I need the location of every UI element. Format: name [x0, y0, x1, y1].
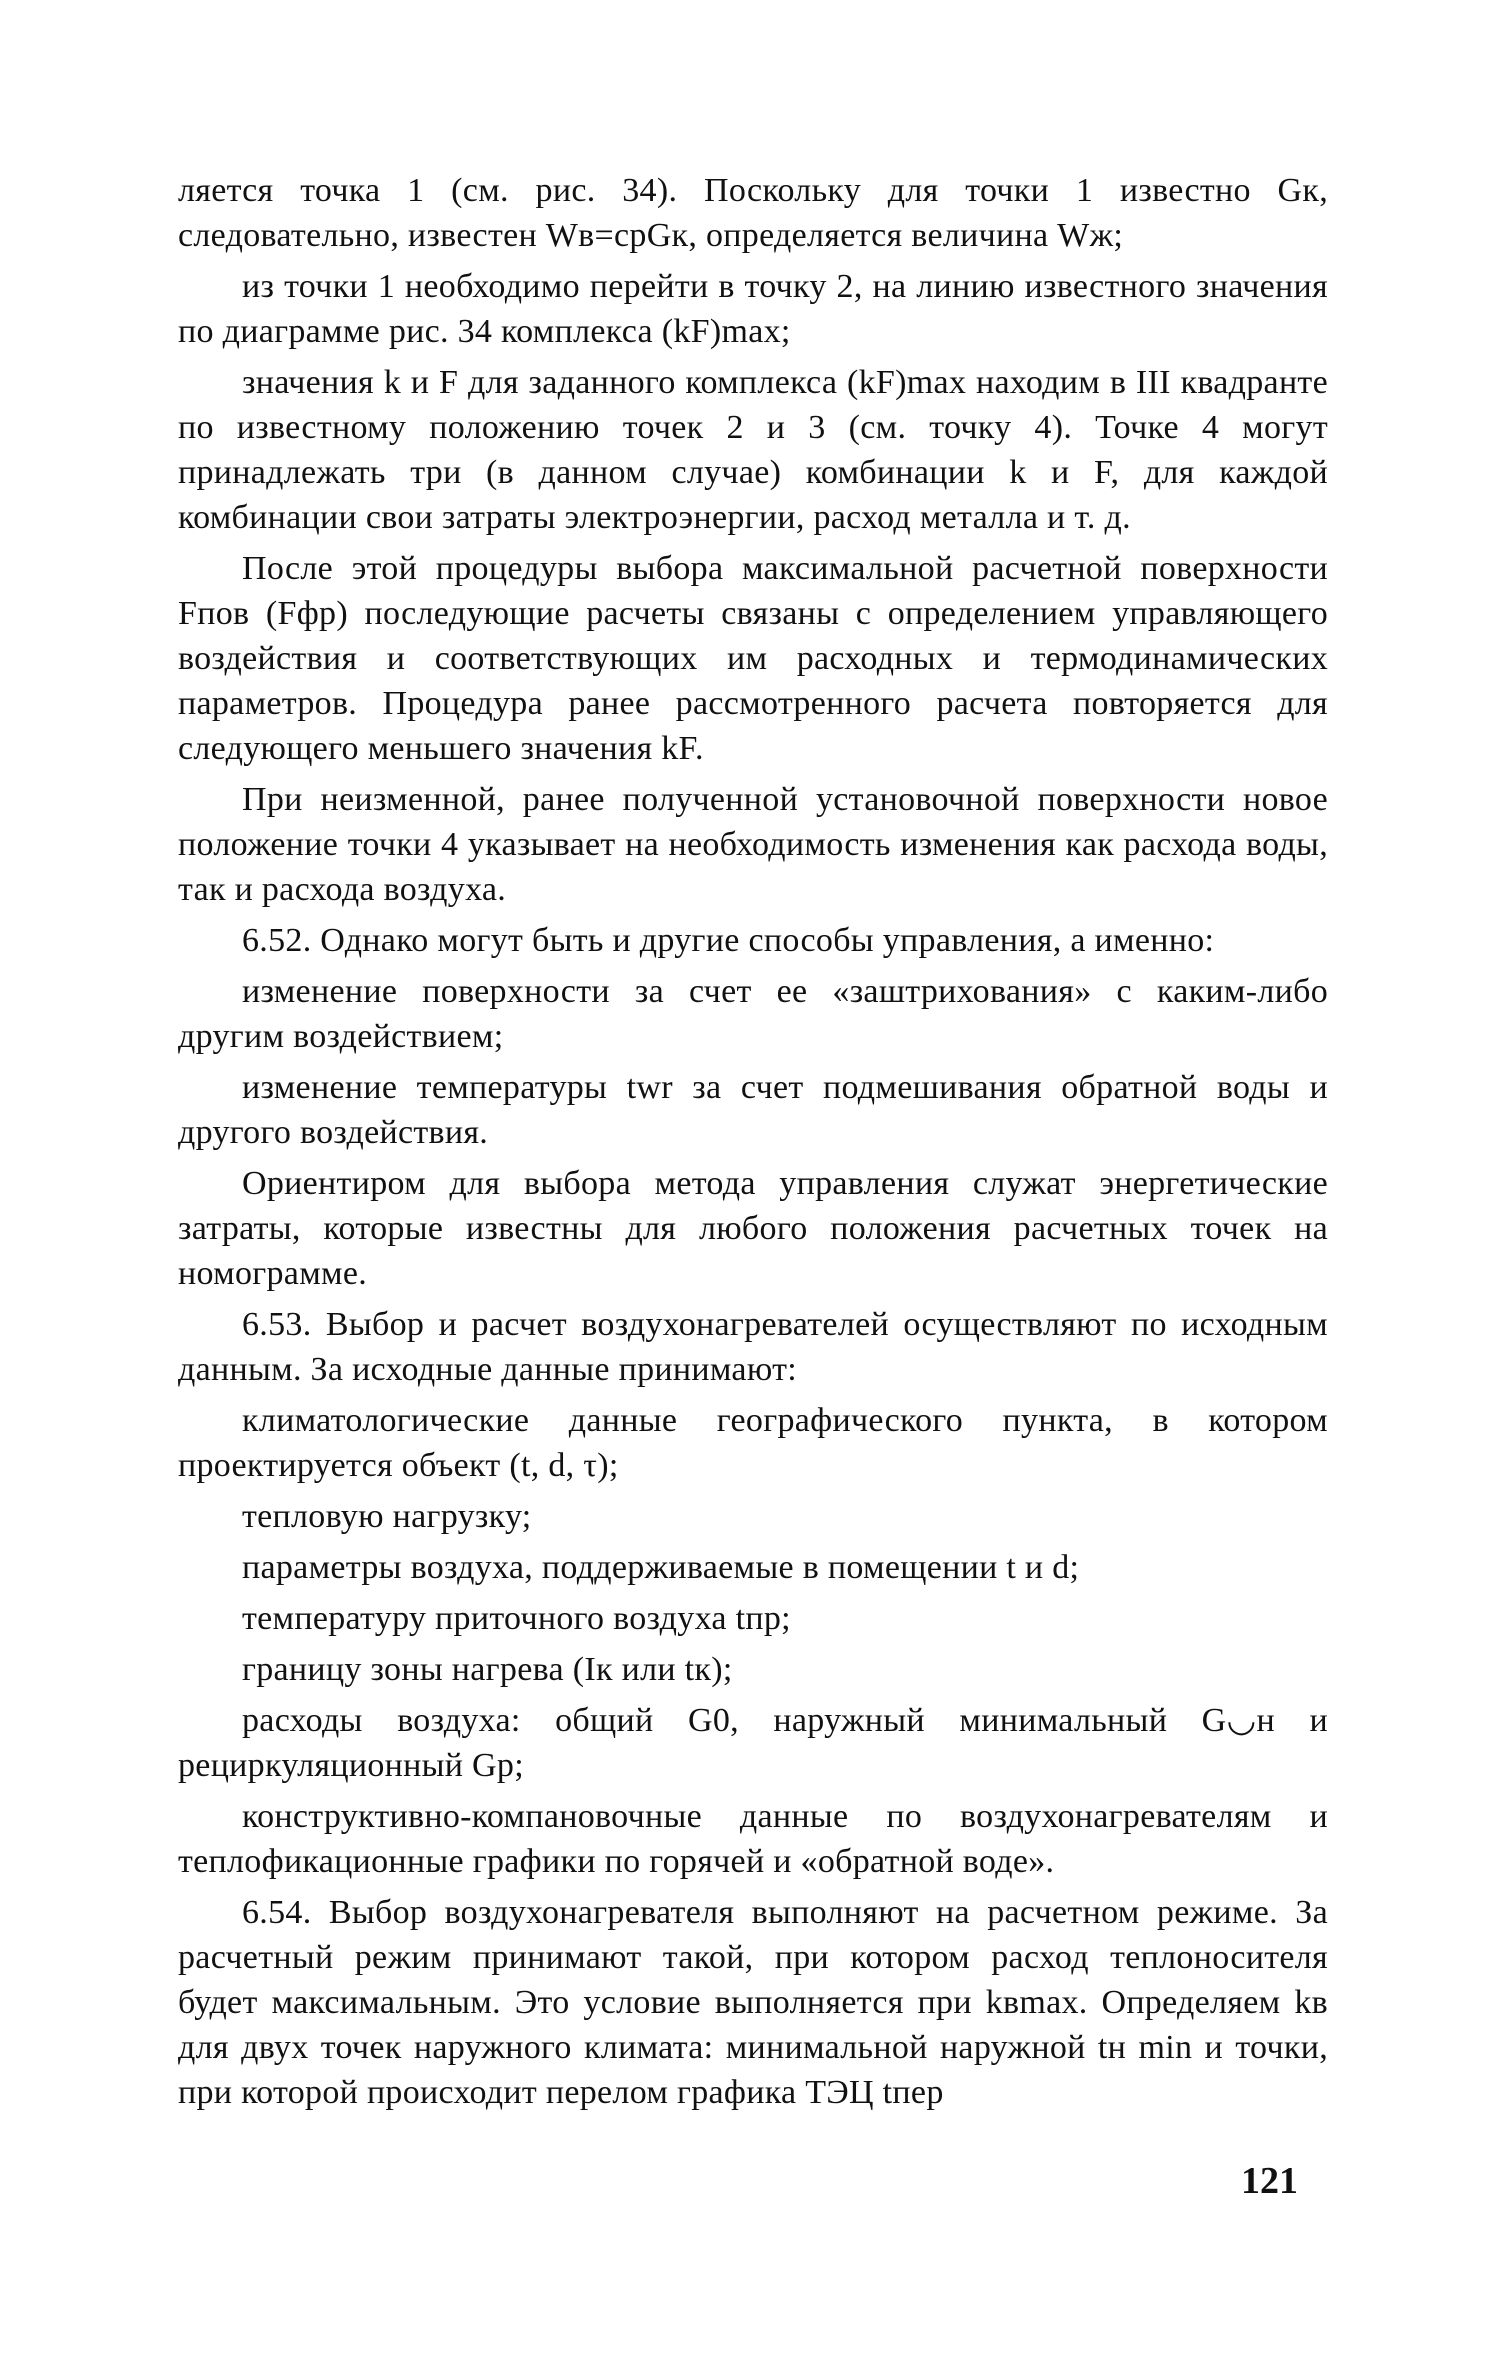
paragraph: климатологические данные географического пункта, в котором проектируется объект (t, d, τ); [178, 1402, 1328, 1484]
body-text [178, 168, 1328, 2121]
paragraph: температуру приточного воздуха tпр; [242, 1600, 791, 1637]
paragraph: После этой процедуры выбора максимальной расчетной поверхности Fпов (Fфр) последующие расчеты связаны с определением управляющего воздействия и соответствующих им расходных и термодинамических параметров. Процедура ранее рассмотренного расчета повторяется для следующего меньшего значения kF. [178, 550, 1328, 767]
paragraph: ляется точка 1 (см. рис. 34). Поскольку для точки 1 известно Gк, следовательно, известен Wв=cрGк, определяется величина Wж; [178, 172, 1328, 254]
paragraph: При неизменной, ранее полученной установочной поверхности новое положение точки 4 указывает на необходимость изменения как расхода воды, так и расхода воздуха. [178, 781, 1328, 908]
section-paragraph-6-52: 6.52. Однако могут быть и другие способы управления, а именно: [242, 922, 1215, 959]
paragraph: изменение температуры twr за счет подмешивания обратной воды и другого воздействия. [178, 1069, 1328, 1151]
paragraph: расходы воздуха: общий G0, наружный минимальный G◡н и рециркуляционный Gр; [178, 1702, 1328, 1784]
paragraph: из точки 1 необходимо перейти в точку 2, на линию известного значения по диаграмме рис. 34 комплекса (kF)max; [178, 268, 1328, 350]
section-paragraph-6-54: 6.54. Выбор воздухонагревателя выполняют на расчетном режиме. За расчетный режим принимают такой, при котором расход теплоносителя будет максимальным. Это условие выполняется при kвmax. Определяем kв для двух точек наружного климата: минимальной наружной tн min и точки, при которой происходит перелом графика ТЭЦ tпер [178, 1894, 1328, 2111]
page-number: 121 [1241, 2160, 1298, 2202]
paragraph: изменение поверхности за счет ее «заштрихования» с каким-либо другим воздействием; [178, 973, 1328, 1055]
section-paragraph-6-53: 6.53. Выбор и расчет воздухонагревателей осуществляют по исходным данным. За исходные данные принимают: [178, 1306, 1328, 1388]
paragraph: конструктивно-компановочные данные по воздухонагревателям и теплофикационные графики по горячей и «обратной воде». [178, 1798, 1328, 1880]
paragraph: границу зоны нагрева (Iк или tк); [242, 1651, 733, 1688]
paragraph: тепловую нагрузку; [242, 1498, 532, 1535]
paragraph: параметры воздуха, поддерживаемые в помещении t и d; [242, 1549, 1080, 1586]
paragraph: Ориентиром для выбора метода управления служат энергетические затраты, которые известны для любого положения расчетных точек на номограмме. [178, 1165, 1328, 1292]
paragraph: значения k и F для заданного комплекса (kF)max находим в III квадранте по известному положению точек 2 и 3 (см. точку 4). Точке 4 могут принадлежать три (в данном случае) комбинации k и F, для каждой комбинации свои затраты электроэнергии, расход металла и т. д. [178, 364, 1328, 536]
